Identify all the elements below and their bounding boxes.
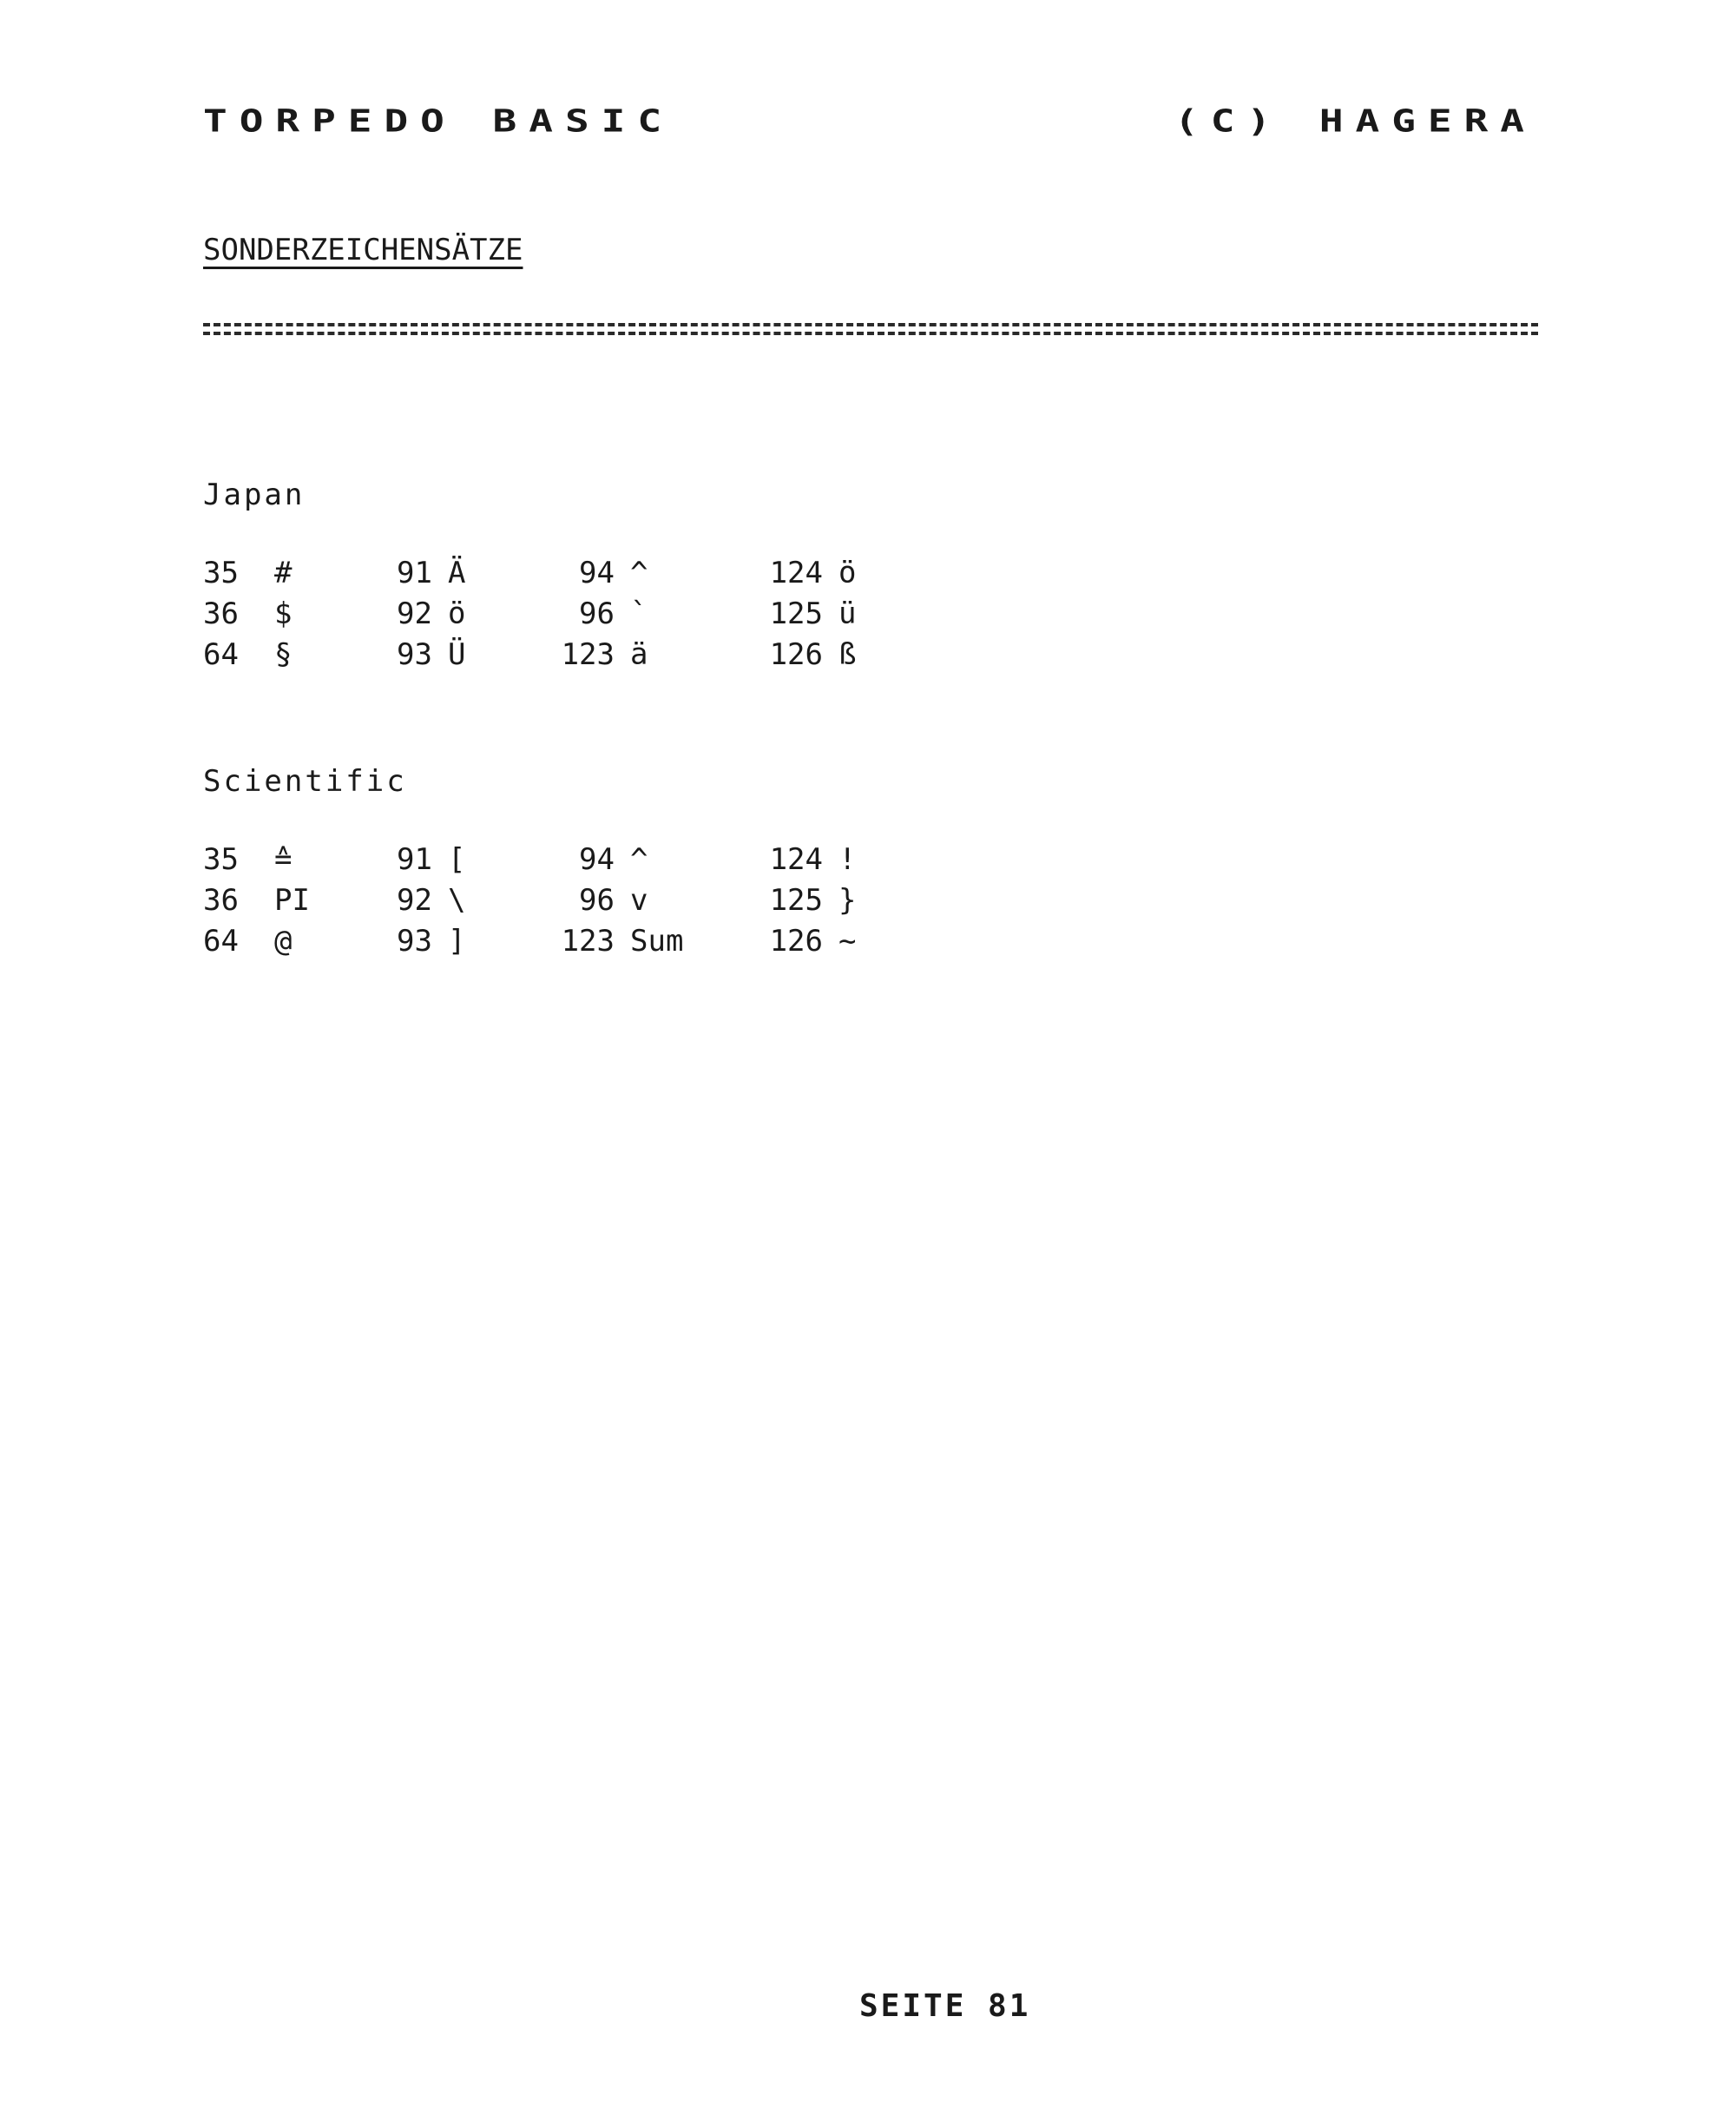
table-cell (186, 637, 292, 672)
table-cell (750, 556, 856, 590)
char-code: 91 (397, 556, 432, 590)
table-cell (186, 842, 292, 877)
table-cell (750, 883, 856, 918)
char-code: 126 (769, 924, 823, 959)
char-glyph: PI (274, 883, 310, 918)
table-row (203, 637, 984, 678)
section-heading: SONDERZEICHENSÄTZE (203, 233, 523, 267)
table-cell (186, 556, 292, 590)
char-code: 124 (769, 556, 823, 590)
char-glyph: Ü (448, 637, 466, 672)
char-code: 123 (561, 924, 615, 959)
char-code: 96 (579, 883, 615, 918)
char-glyph: ^ (630, 842, 648, 877)
char-glyph: ü (838, 596, 857, 631)
char-code: 94 (579, 842, 615, 877)
char-glyph: ` (630, 596, 648, 631)
table-cell (542, 637, 648, 672)
char-code: 92 (397, 596, 432, 631)
char-glyph: [ (448, 842, 466, 877)
char-code: 123 (561, 637, 615, 672)
table-cell (186, 924, 292, 959)
char-glyph: Sum (630, 924, 684, 959)
table-cell (359, 596, 465, 631)
char-glyph: ! (838, 842, 857, 877)
char-glyph: ß (838, 637, 857, 672)
char-code: 36 (203, 883, 239, 918)
scientific-charset-table (203, 842, 984, 965)
char-glyph: ö (448, 596, 466, 631)
char-code: 125 (769, 596, 823, 631)
char-glyph: ~ (838, 924, 857, 959)
table-cell (359, 883, 465, 918)
char-code: 35 (203, 556, 239, 590)
japan-charset-table (203, 556, 984, 678)
char-glyph: v (630, 883, 648, 918)
table-cell (359, 556, 465, 590)
table-cell (359, 924, 465, 959)
scientific-charset-title: Scientific (203, 764, 407, 799)
table-cell (186, 596, 292, 631)
table-cell (186, 883, 310, 918)
table-cell (359, 637, 465, 672)
document-title: TORPEDO BASIC (203, 102, 674, 140)
char-code: 93 (397, 924, 432, 959)
table-cell (750, 924, 856, 959)
char-glyph: ≙ (274, 842, 293, 877)
char-code: 96 (579, 596, 615, 631)
char-code: 92 (397, 883, 432, 918)
char-glyph: \ (448, 883, 466, 918)
char-glyph: # (274, 556, 293, 590)
char-glyph: ] (448, 924, 466, 959)
table-cell (750, 596, 856, 631)
divider-line (203, 323, 1538, 335)
table-cell (542, 883, 648, 918)
char-code: 126 (769, 637, 823, 672)
char-code: 91 (397, 842, 432, 877)
table-cell (542, 596, 648, 631)
copyright-notice: (C) HAGERA (1174, 102, 1536, 140)
char-glyph: @ (274, 924, 293, 959)
char-code: 124 (769, 842, 823, 877)
char-code: 64 (203, 637, 239, 672)
char-glyph: ^ (630, 556, 648, 590)
char-glyph: Ä (448, 556, 466, 590)
char-glyph: § (274, 637, 293, 672)
char-code: 35 (203, 842, 239, 877)
table-row (203, 883, 984, 924)
table-cell (750, 842, 856, 877)
char-code: 93 (397, 637, 432, 672)
char-glyph: $ (274, 596, 293, 631)
table-row (203, 556, 984, 596)
page-number: SEITE 81 (859, 1988, 1031, 2024)
table-cell (542, 924, 683, 959)
char-code: 125 (769, 883, 823, 918)
table-cell (542, 842, 648, 877)
table-cell (542, 556, 648, 590)
char-glyph: ö (838, 556, 857, 590)
table-cell (359, 842, 465, 877)
char-code: 94 (579, 556, 615, 590)
table-row (203, 924, 984, 965)
table-cell (750, 637, 856, 672)
char-glyph: ä (630, 637, 648, 672)
table-row (203, 842, 984, 883)
char-glyph: } (838, 883, 857, 918)
char-code: 36 (203, 596, 239, 631)
table-row (203, 596, 984, 637)
japan-charset-title: Japan (203, 478, 306, 512)
char-code: 64 (203, 924, 239, 959)
